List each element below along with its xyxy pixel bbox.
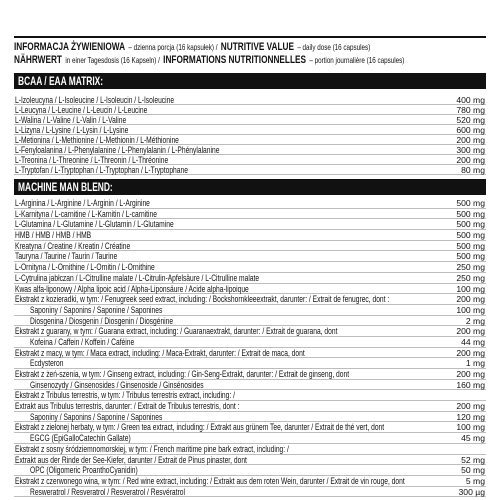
ingredient-name: L-Tryptofan / L-Tryptophan / L-Tryptophan / L-Tryptophane xyxy=(15,165,188,175)
ingredient-amount: 120 mg xyxy=(456,411,485,422)
header-line-de-fr xyxy=(14,52,404,65)
ingredient-amount: 5 mg xyxy=(465,475,485,486)
ingredient-row xyxy=(14,273,486,284)
ingredient-row xyxy=(14,444,486,455)
ingredient-name: Ekstrakt z macy, w tym: / Maca extract, including: / Maca-Extrakt, darunter: / Extrait de maca, dont xyxy=(15,347,305,358)
ingredient-amount: 200 mg xyxy=(456,401,485,412)
ingredient-amount: 300 µg xyxy=(458,486,485,497)
ingredient-name: Ekstrakt z Tribulus terrestris, w tym: / Tribulus terrestris extract, including: / xyxy=(15,390,235,401)
ingredient-row xyxy=(14,105,486,115)
ingredient-row xyxy=(14,369,486,380)
ingredient-amount: 250 mg xyxy=(456,272,485,283)
ingredient-sub-row xyxy=(14,465,486,476)
ingredient-row xyxy=(14,115,486,125)
ingredient-row xyxy=(14,326,486,337)
bcaa-eaa-matrix-section xyxy=(14,73,486,175)
ingredient-name: Ekstrakt z kozieradki, w tym: / Fenugreek seed extract, including: / Bockshornkleeextrakt, darunter: / Extrait de fenugrec, dont : xyxy=(15,294,390,305)
ingredient-amount: 200 mg xyxy=(456,155,485,165)
ingredient-amount: 300 mg xyxy=(456,145,485,155)
ingredient-name: L-Treonina / L-Threonine / L-Threonin / L-Thréonine xyxy=(15,155,169,165)
ingredient-amount: 2 mg xyxy=(465,315,485,326)
subtitle-en: – daily dose (16 capsules) xyxy=(297,42,371,52)
ingredient-name: Saponiny / Saponins / Saponine / Saponines xyxy=(30,304,163,315)
ingredient-amount: 500 mg xyxy=(456,230,485,241)
section-title: BCAA / EAA MATRIX: xyxy=(18,74,104,88)
ingredient-name: Tauryna / Taurine / Taurin / Taurine xyxy=(15,251,118,262)
subtitle-pl: – dzienna porcja (16 kapsułek) / xyxy=(128,42,218,52)
ingredient-row xyxy=(14,135,486,145)
ingredient-amount: 500 mg xyxy=(456,240,485,251)
top-rule xyxy=(14,36,486,38)
ingredient-row xyxy=(14,230,486,241)
ingredient-row xyxy=(14,209,486,220)
title-fr: INFORMATIONS NUTRITIONNELLES xyxy=(163,54,307,66)
ingredient-row xyxy=(14,401,486,412)
ingredient-name: L-Glutamina / L-Glutamine / L-Glutamin / L-Glutamine xyxy=(15,219,174,230)
ingredient-sub-row xyxy=(14,358,486,369)
ingredient-name: Kofeina / Caffein / Koffein / Caféine xyxy=(30,336,135,347)
ingredient-sub-row xyxy=(14,380,486,391)
ingredient-name: Kreatyna / Creatine / Kreatin / Créatine xyxy=(15,240,131,251)
ingredient-row xyxy=(14,241,486,252)
ingredient-name: HMB / HMB / HMB / HMB xyxy=(15,230,92,241)
ingredient-row xyxy=(14,155,486,165)
ingredient-sub-row xyxy=(14,316,486,327)
ingredient-row xyxy=(14,476,486,487)
ingredient-name: Saponiny / Saponins / Saponine / Saponines xyxy=(30,411,163,422)
title-en: NUTRITIVE VALUE xyxy=(220,41,294,53)
ingredient-amount: 160 mg xyxy=(456,379,485,390)
ingredient-row xyxy=(14,348,486,359)
ingredient-row xyxy=(14,251,486,262)
ingredient-amount: 200 mg xyxy=(456,369,485,379)
ingredient-amount: 80 mg xyxy=(461,165,485,175)
ingredient-row xyxy=(14,198,486,209)
ingredient-row xyxy=(14,284,486,295)
ingredient-amount: 100 mg xyxy=(456,304,485,315)
ingredient-name: Kwas alfa-liponowy / Alpha lipoic acid / Alpha-Liponsäure / Acide alpha-lipoique xyxy=(15,283,249,294)
ingredient-sub-row xyxy=(14,337,486,348)
ingredient-list xyxy=(14,198,486,497)
ingredient-sub-row xyxy=(14,487,486,498)
ingredient-amount: 500 mg xyxy=(456,198,485,208)
ingredient-sub-row xyxy=(14,412,486,423)
ingredient-row xyxy=(14,125,486,135)
ingredient-amount: 250 mg xyxy=(456,262,485,273)
ingredient-row xyxy=(14,422,486,433)
ingredient-name: Resweratrol / Resveratrol / Resveratrol / Resvératrol xyxy=(30,486,185,497)
section-heading-bar xyxy=(14,73,486,89)
ingredient-amount: 400 mg xyxy=(456,95,485,105)
ingredient-name: Ekstrakt z czerwonego wina, w tym: / Red wine extract, including: / Extrakt aus dem roten Wein, darunter / Extrait de vin rouge, dont xyxy=(15,475,405,486)
ingredient-name: L-Walina / L-Valine / L-Valin / L-Valine xyxy=(15,115,127,125)
ingredient-amount: 200 mg xyxy=(456,135,485,145)
title-pl: INFORMACJA ŻYWIENIOWA xyxy=(14,41,126,53)
ingredient-amount: 100 mg xyxy=(456,422,485,433)
ingredient-row xyxy=(14,165,486,175)
ingredient-amount: 780 mg xyxy=(456,105,485,115)
ingredient-list xyxy=(14,95,486,175)
ingredient-name: L-Ornityna / L-Ornithine / L-Ornitin / L-Ornithine xyxy=(15,262,155,273)
ingredient-name: Ekstrakt z guarany, w tym: / Guarana extract, including: / Guaranaextrakt, darunter: / Extrait de guarana, dont xyxy=(15,326,338,337)
ingredient-row xyxy=(14,262,486,273)
ingredient-amount: 45 mg xyxy=(461,433,485,444)
ingredient-name: L-Leucyna / L-Leucine / L-Leucin / L-Leucine xyxy=(15,105,148,115)
ingredient-name: Diosgenina / Diosgenin / Diosgenin / Diosgénine xyxy=(30,315,174,326)
ingredient-amount: 200 mg xyxy=(456,294,485,305)
ingredient-amount: 500 mg xyxy=(456,219,485,230)
ingredient-name: Ekstrakt z żeń-szenia, w tym: / Ginseng extract, including: / Gin-Seng-Extrakt, darunter: / Extrait de ginseng, dont xyxy=(15,369,350,379)
ingredient-name: Ekstrakt z sosny śródziemnomorskiej, w tym: / French maritime pine bark extract, including: / xyxy=(15,443,289,454)
ingredient-amount: 100 mg xyxy=(456,283,485,294)
ingredient-name: Extrakt aus der Rinde der See-Kiefer, darunter / Extrait de Pinus pinaster, dont xyxy=(15,454,247,465)
ingredient-amount: 500 mg xyxy=(456,208,485,219)
ingredient-amount: 200 mg xyxy=(456,347,485,358)
ingredient-name: L-Arginina / L-Arginine / L-Arginin / L-Arginine xyxy=(15,198,150,208)
subtitle-fr: – portion journalière (16 capsules) xyxy=(309,55,405,65)
ingredient-name: Extrakt aus Tribulus terrestris, darunter: / Extrait de Tribulus terrestris, dont : xyxy=(15,401,240,412)
ingredient-amount: 44 mg xyxy=(461,336,485,347)
ingredient-row xyxy=(14,294,486,305)
nutrition-header xyxy=(14,39,486,65)
ingredient-name: L-Izoleucyna / L-Isoleucine / L-Isoleucin / L-Isoleucine xyxy=(15,95,175,105)
ingredient-row xyxy=(14,455,486,466)
ingredient-amount: 52 mg xyxy=(461,454,485,465)
ingredient-sub-row xyxy=(14,305,486,316)
ingredient-amount: 600 mg xyxy=(456,125,485,135)
subtitle-de: in einer Tagesdosis (16 Kapseln) / xyxy=(65,55,160,65)
ingredient-amount: 500 mg xyxy=(456,251,485,262)
ingredient-name: L-Cytrulina jabłczan / L-Citrulline malate / L-Citrulin-Apfelsäure / L-Citrulline malate xyxy=(15,272,260,283)
section-heading-bar xyxy=(14,179,486,195)
ingredient-name: OPC (Oligomeric ProanthoCyanidin) xyxy=(30,465,138,476)
ingredient-amount: 200 mg xyxy=(456,326,485,337)
ingredient-name: Ecdysteron xyxy=(30,358,64,369)
ingredient-name: L-Karnityna / L-carnitine / L-Karnitin / L-carnitine xyxy=(15,208,157,219)
section-title: MACHINE MAN BLEND: xyxy=(18,180,113,194)
machine-man-blend-section xyxy=(14,179,486,497)
ingredient-row xyxy=(14,390,486,401)
title-de: NÄHRWERT xyxy=(14,54,62,66)
ingredient-row xyxy=(14,95,486,105)
ingredient-name: EGCG (EpiGalloCatechin Gallate) xyxy=(30,433,131,444)
header-line-pl-en xyxy=(14,39,370,52)
nutrition-label xyxy=(14,0,486,500)
ingredient-sub-row xyxy=(14,433,486,444)
ingredient-amount: 520 mg xyxy=(456,115,485,125)
ingredient-row xyxy=(14,219,486,230)
ingredient-name: L-Lizyna / L-Lysine / L-Lysin / L-Lysine xyxy=(15,125,129,135)
ingredient-name: L-Metionina / L-Methionine / L-Methionin / L-Méthionine xyxy=(15,135,179,145)
ingredient-amount: 1 mg xyxy=(465,358,485,369)
ingredient-row xyxy=(14,145,486,155)
ingredient-name: Ginsenozydy / Ginsenosides / Ginsenoside / Ginsénosides xyxy=(30,379,204,390)
ingredient-name: L-Fenyloalanina / L-Phenylalanine / L-Phenylalanin / L-Phénylalanine xyxy=(15,145,220,155)
ingredient-amount: 50 mg xyxy=(461,465,485,476)
ingredient-name: Ekstrakt z zielonej herbaty, w tym: / Green tea extract, including: / Extrakt aus grünem Tee, darunter / Extrait de thé vert, dont xyxy=(15,422,385,433)
